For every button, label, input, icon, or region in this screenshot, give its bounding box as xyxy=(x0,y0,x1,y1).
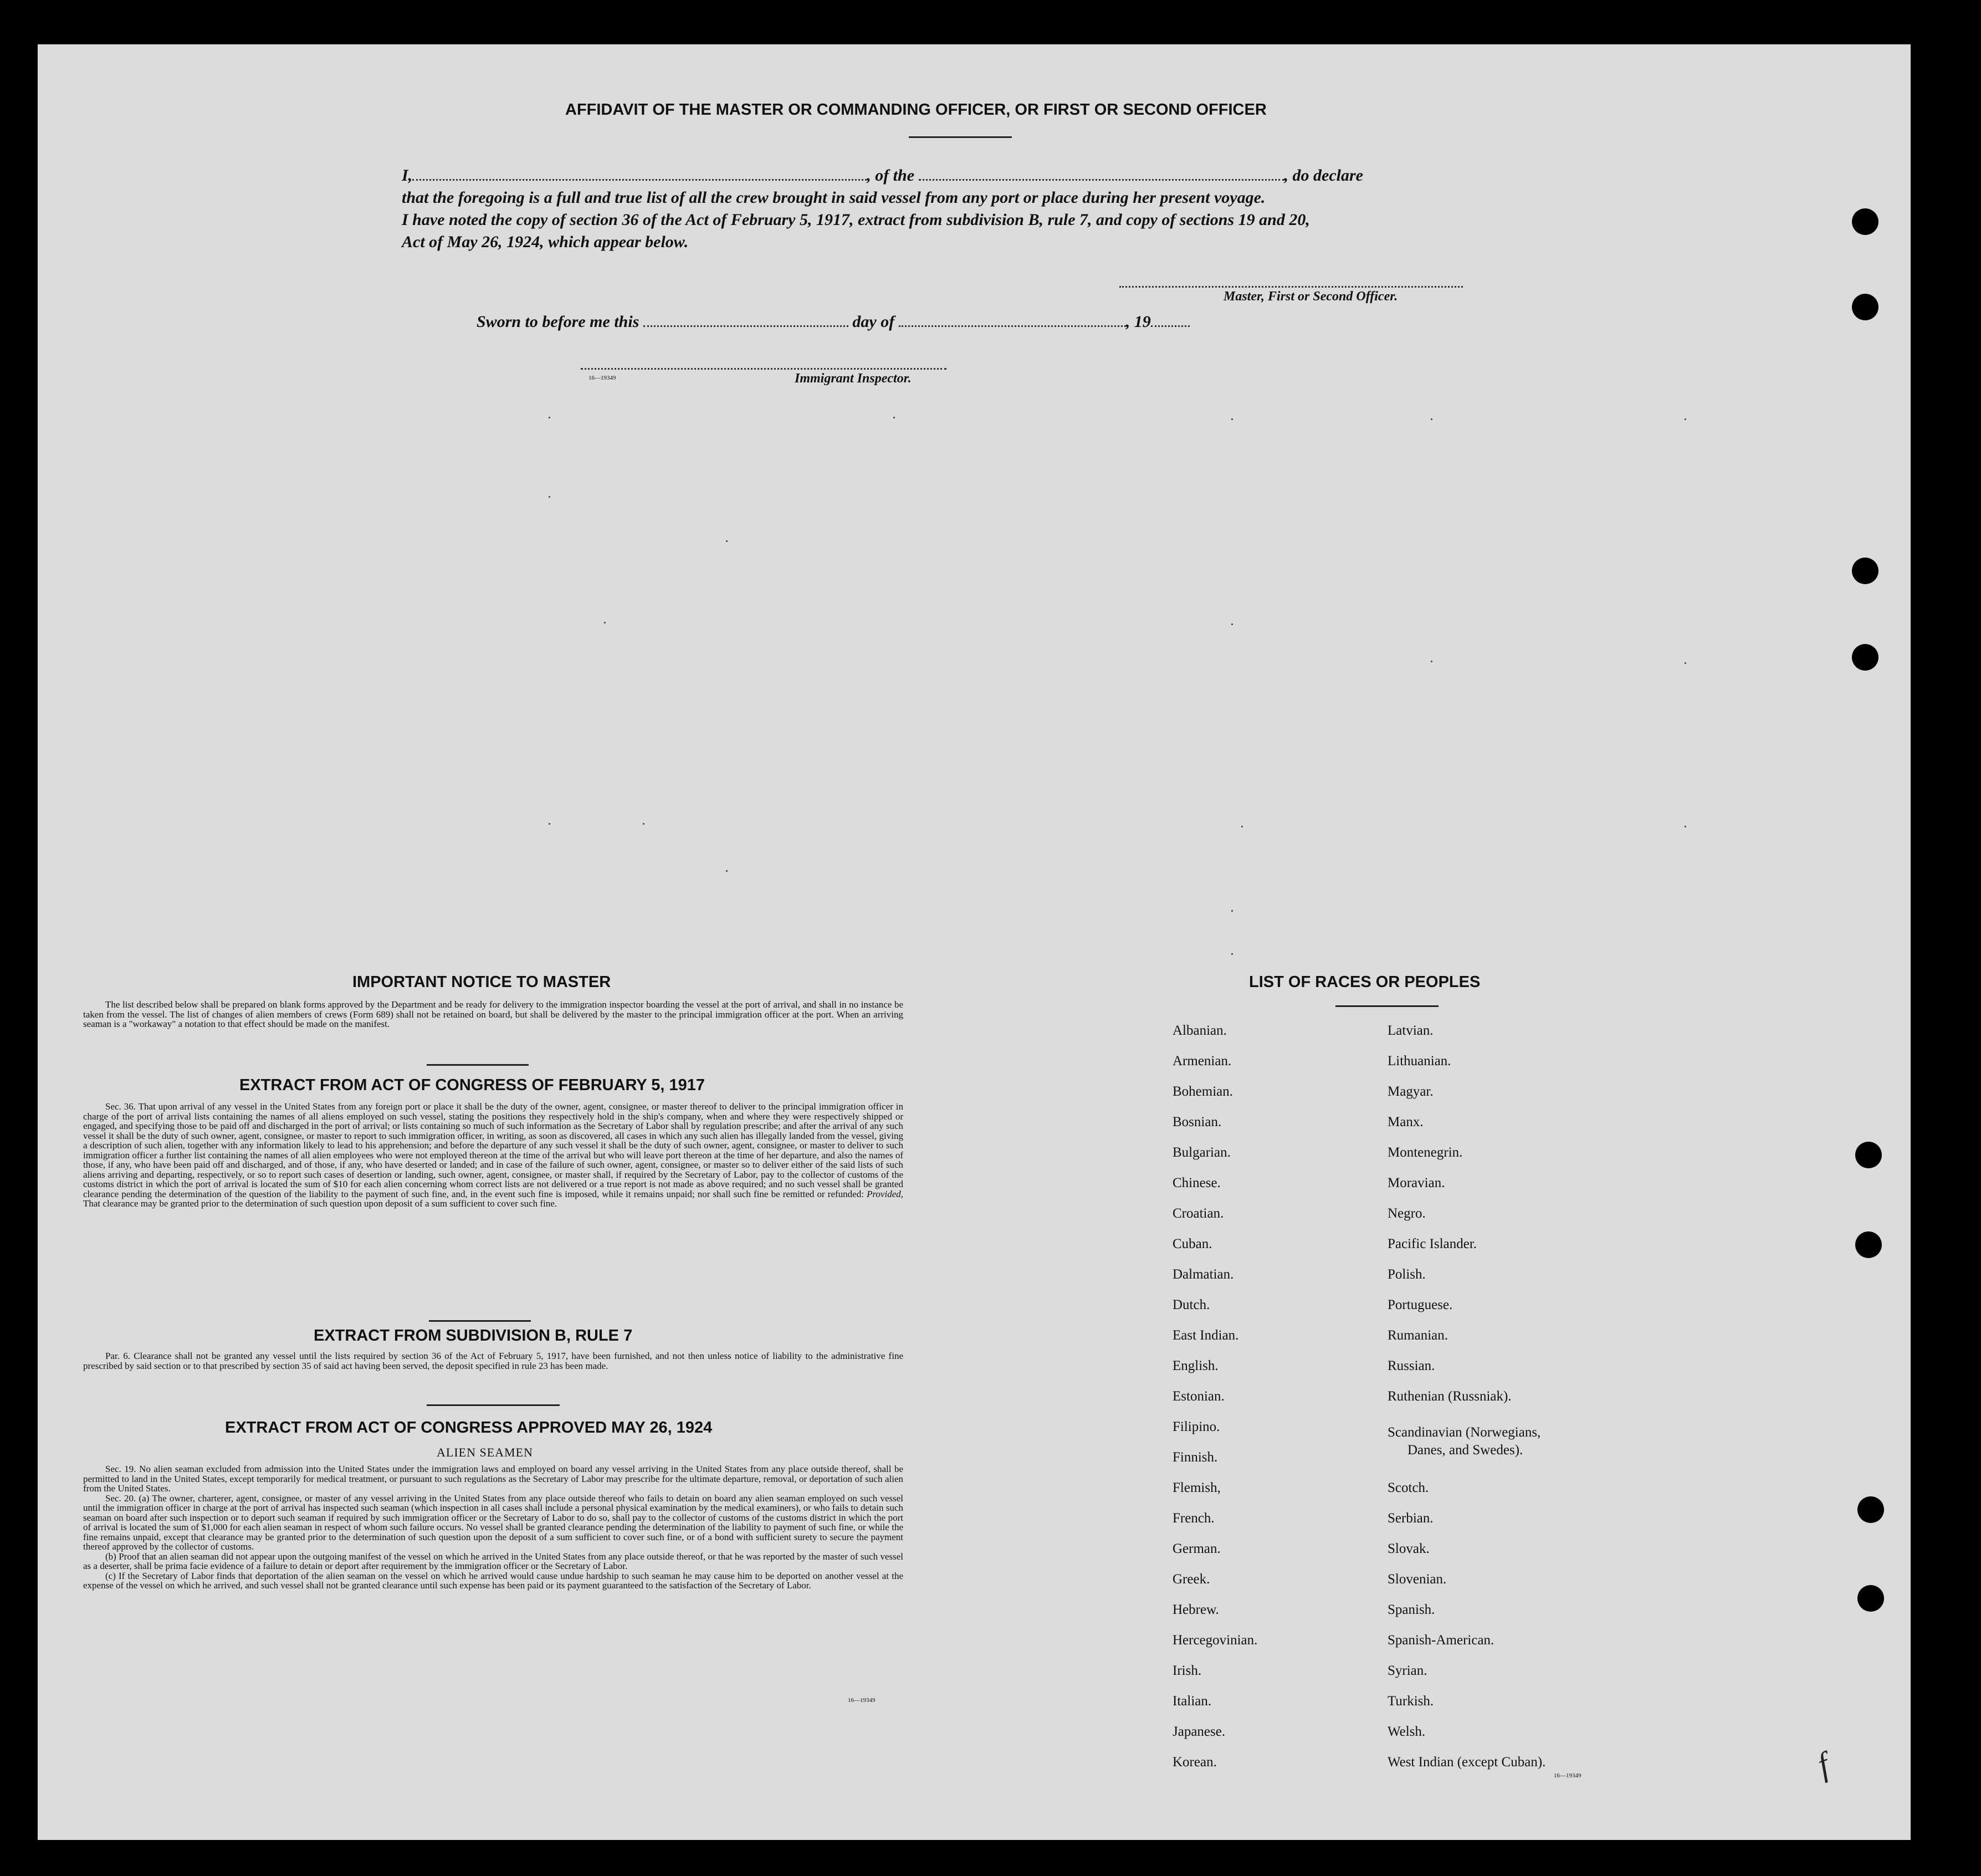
affidavit-line-1 xyxy=(402,166,1363,185)
races-title: LIST OF RACES OR PEOPLES xyxy=(1249,973,1481,991)
race-col1-item: Bulgarian. xyxy=(1173,1145,1231,1160)
extract-1924-title: EXTRACT FROM ACT OF CONGRESS APPROVED MAY 26, 1924 xyxy=(225,1419,713,1437)
sec20-label: Sec. 20. xyxy=(105,1492,136,1504)
race-col2-item: Spanish-American. xyxy=(1388,1633,1494,1648)
race-col2-item: Serbian. xyxy=(1388,1511,1434,1526)
extract-rule7-title: EXTRACT FROM SUBDIVISION B, RULE 7 xyxy=(314,1327,633,1345)
name-blank xyxy=(412,178,867,181)
extract-form-number: 16—19349 xyxy=(848,1697,876,1704)
speck xyxy=(1231,953,1233,955)
race-col1-item: Irish. xyxy=(1173,1663,1202,1678)
speck xyxy=(549,823,550,825)
speck xyxy=(1431,661,1432,662)
master-signature-line xyxy=(1119,286,1463,288)
punch-hole xyxy=(1852,294,1878,320)
speck xyxy=(1231,418,1233,420)
race-col1-item: Dutch. xyxy=(1173,1297,1210,1312)
race-col1-item: Croatian. xyxy=(1173,1206,1224,1221)
race-col2-item: Lithuanian. xyxy=(1388,1054,1451,1069)
speck xyxy=(643,823,644,825)
race-col1-item: Filipino. xyxy=(1173,1419,1220,1434)
speck xyxy=(1231,623,1233,625)
sec36-text: That upon arrival of any vessel in the United States from any foreign port or place it shall be the duty of the owner, agent, consignee, or master thereof to deliver to the principal immigration officer in charge of the port of arrival lists containing the names of all aliens employed on such vessel, stating the positions they respectively hold in the ship's company, when and where they were respectively shipped or engaged, and specifying those to be paid off and discharged in the port of arrival; or lists containing so much of such information as the Secretary of Labor shall by regulation prescribe; and after the arrival of any such vessel it shall be the duty of such owner, agent, consignee, or master to report to such immigration officer, in writing, as soon as discovered, all cases in which any such alien has illegally landed from the vessel, giving a description of such alien, together with any information likely to lead to his apprehension; and before the departure of any such vessel it shall be the duty of such owner, agent, consignee, or master to deliver to such immigration officer a further list containing the names of all alien employees who were not employed thereon at the time of the arrival but who will leave port thereon at the time of her departure, and also the names of those, if any, who have been paid off and discharged, and of those, if any, who have deserted or landed; and in case of the failure of such owner, agent, consignee, or master so to deliver either of the said lists of such aliens arriving and departing, respectively, or so to report such cases of desertion or landing, such owner, agent, consignee, or master shall, if required by the Secretary of Labor, pay to the collector of customs of the customs district in which the port of arrival is located the sum of $10 for each alien concerning whom correct lists are not delivered or a true report is not made as above required; and no such vessel shall be granted clearance pending the determination of the question of the liability to the payment of such fine, and, in the event such fine is imposed, while it remains unpaid; nor shall such fine be remitted or refunded: xyxy=(83,1101,903,1199)
punch-hole xyxy=(1852,208,1878,235)
margin-pencil-mark: f xyxy=(1813,1746,1834,1783)
punch-hole xyxy=(1857,1496,1884,1523)
race-col1-item: Armenian. xyxy=(1173,1054,1232,1069)
affidavit-line-4: Act of May 26, 1924, which appear below. xyxy=(402,233,689,251)
sec20a-text: (a) The owner, charterer, agent, consignee, or master of any vessel arriving in the United States from any place outside thereof who fails to detain on board any alien seaman employed on such vessel until the immigration officer in charge at the port of arrival has inspected such seaman (which inspection in all cases shall include a personal physical examination by the medical examiners), or who fails to detain such seaman on board after such inspection or to deport such seaman if required by such immigration officer or the Secretary of Labor to do so, shall pay to the collector of customs of the customs district in which the port of arrival is located the sum of $1,000 for each alien seaman in respect of whom such failure occurs. No vessel shall be granted clearance pending the determination of the liability to payment of such fine, or while the fine remains unpaid, except that clearance may be granted prior to the determination of such question upon the deposit of a sum sufficient to cover such fine, or of a bond with sufficient surety to secure the payment thereof approved by the collector of customs. xyxy=(83,1492,904,1552)
race-col2-item: Russian. xyxy=(1388,1358,1435,1373)
vessel-blank xyxy=(919,178,1284,181)
race-col1-item: Bosnian. xyxy=(1173,1115,1222,1129)
race-col1-item: Chinese. xyxy=(1173,1175,1221,1190)
speck xyxy=(1241,826,1243,827)
race-col1-item: Flemish, xyxy=(1173,1480,1221,1495)
races-form-number: 16—19349 xyxy=(1554,1772,1581,1779)
race-col2-item: Magyar. xyxy=(1388,1084,1434,1099)
sec19-label: Sec. 19. xyxy=(105,1464,136,1474)
race-col2-item: Spanish. xyxy=(1388,1602,1435,1617)
sworn-prefix: Sworn to before me this xyxy=(477,313,639,331)
sec19-paragraph xyxy=(83,1464,903,1494)
speck xyxy=(549,417,550,418)
affidavit-declare: , do declare xyxy=(1284,166,1363,185)
sec20b-paragraph: (b) Proof that an alien seaman did not appear upon the outgoing manifest of the vessel on which he arrived in the United States from any place outside thereof, or that he was reported by the master of such vessel as a deserter, shall be prima facie evidence of a failure to detain or deport after requirement by the immigration officer or the Secretary of Labor. xyxy=(83,1551,903,1571)
extract-1924-text xyxy=(83,1464,903,1591)
speck xyxy=(1685,418,1686,420)
race-col1-item: Albanian. xyxy=(1173,1023,1227,1038)
master-signature-label: Master, First or Second Officer. xyxy=(1224,289,1398,304)
race-col2-item: Latvian. xyxy=(1388,1023,1434,1038)
race-col1-item: Greek. xyxy=(1173,1572,1210,1587)
divider xyxy=(427,1404,560,1406)
speck xyxy=(1431,418,1432,420)
punch-hole xyxy=(1857,1585,1884,1612)
race-col1-item: Dalmatian. xyxy=(1173,1267,1234,1282)
race-col2-item: Welsh. xyxy=(1388,1724,1426,1739)
race-col1-item: Japanese. xyxy=(1173,1724,1226,1739)
speck xyxy=(549,496,550,498)
divider xyxy=(429,1320,531,1322)
divider xyxy=(1335,1005,1439,1007)
race-col2-item: Slovenian. xyxy=(1388,1572,1447,1587)
race-col2-item: Slovak. xyxy=(1388,1541,1430,1556)
inspector-signature-line xyxy=(581,368,946,370)
affidavit-of-the: , of the xyxy=(867,166,915,185)
year-prefix: , 19 xyxy=(1125,313,1151,331)
race-col1-item: Italian. xyxy=(1173,1694,1212,1709)
race-col1-item: East Indian. xyxy=(1173,1328,1239,1343)
punch-hole xyxy=(1855,1142,1882,1168)
race-col1-item: Finnish. xyxy=(1173,1450,1218,1465)
extract-1917-text xyxy=(83,1102,903,1209)
race-col2-item: Portuguese. xyxy=(1388,1297,1453,1312)
provided-text: That clearance may be granted prior to the determination of such question upon deposit of a sum sufficient to cover such fine. xyxy=(83,1198,557,1209)
extract-rule7-text xyxy=(83,1351,903,1371)
race-col2-item: Manx. xyxy=(1388,1115,1424,1129)
speck xyxy=(726,540,728,542)
race-col1-item: Cuban. xyxy=(1173,1236,1212,1251)
punch-hole xyxy=(1855,1231,1882,1258)
rule7-paragraph: Par. 6. Clearance shall not be granted any vessel until the lists required by section 36 of the Act of February 5, 1917, have been furnished, and not then unless notice of liability to the administrative fine prescribed by said section or to that prescribed by section 35 of said act having been served, the deposit specified in rule 23 has been made. xyxy=(83,1351,903,1371)
race-col1-item: English. xyxy=(1173,1358,1219,1373)
extract-1917-title: EXTRACT FROM ACT OF CONGRESS OF FEBRUARY 5, 1917 xyxy=(239,1076,705,1094)
sec36-label: Sec. 36. xyxy=(105,1101,136,1112)
year-blank xyxy=(1151,325,1190,327)
divider xyxy=(909,136,1012,138)
race-col1-item: Estonian. xyxy=(1173,1389,1225,1404)
affidavit-title: AFFIDAVIT OF THE MASTER OR COMMANDING OFFICER, OR FIRST OR SECOND OFFICER xyxy=(565,101,1267,119)
race-col2-item: Syrian. xyxy=(1388,1663,1427,1678)
race-col1-item: Hercegovinian. xyxy=(1173,1633,1258,1648)
divider xyxy=(427,1064,529,1066)
race-col2-item: Ruthenian (Russniak). xyxy=(1388,1389,1512,1404)
speck xyxy=(1685,662,1686,664)
sworn-day-blank xyxy=(643,325,848,327)
affidavit-form-number: 16—19349 xyxy=(588,375,616,381)
speck xyxy=(726,870,728,872)
sworn-line xyxy=(477,313,1190,331)
race-col2-item: Montenegrin. xyxy=(1388,1145,1463,1160)
sworn-month-blank xyxy=(899,325,1126,327)
race-col2-item: West Indian (except Cuban). xyxy=(1388,1755,1546,1770)
race-col2-item: Turkish. xyxy=(1388,1694,1434,1709)
race-col2-item: Rumanian. xyxy=(1388,1328,1448,1343)
race-col2-item: Scandinavian (Norwegians, xyxy=(1388,1425,1541,1440)
race-col2-item: Moravian. xyxy=(1388,1175,1445,1190)
race-col1-item: Bohemian. xyxy=(1173,1084,1233,1099)
punch-hole xyxy=(1852,644,1878,671)
punch-hole xyxy=(1852,558,1878,584)
inspector-label: Immigrant Inspector. xyxy=(795,371,912,386)
race-col2-item: Polish. xyxy=(1388,1267,1426,1282)
sec20a-paragraph xyxy=(83,1494,903,1552)
provided-label: Provided, xyxy=(867,1188,903,1199)
sec20c-paragraph: (c) If the Secretary of Labor finds that deportation of the alien seaman on the vessel on which he arrived would cause undue hardship to such seaman he may cause him to be deported on another vessel at the expense of the vessel on which he arrived, and such vessel shall not be granted clearance until such expense has been paid or its payment guaranteed to the satisfaction of the Secretary of Labor. xyxy=(83,1570,903,1591)
race-col2-item: Negro. xyxy=(1388,1206,1426,1221)
affidavit-i: I, xyxy=(402,166,413,185)
notice-paragraph: The list described below shall be prepared on blank forms approved by the Department and be ready for delivery to the immigration inspector boarding the vessel at the port of arrival, and shall in no instance be taken from the vessel. The list of changes of alien members of crews (Form 689) shall not be retained on board, but shall be delivered by the master to the principal immigration officer at the port. When an arriving seaman is a "workaway" a notation to that effect should be made on the manifest. xyxy=(83,999,903,1029)
race-col1-item: French. xyxy=(1173,1511,1215,1526)
notice-title: IMPORTANT NOTICE TO MASTER xyxy=(352,973,611,991)
alien-seamen-subtitle: ALIEN SEAMEN xyxy=(437,1445,533,1459)
race-col2-item: Danes, and Swedes). xyxy=(1407,1443,1523,1458)
speck xyxy=(893,417,895,418)
speck xyxy=(1685,826,1686,827)
race-col2-item: Scotch. xyxy=(1388,1480,1429,1495)
race-col2-item: Pacific Islander. xyxy=(1388,1236,1477,1251)
speck xyxy=(604,622,606,623)
race-col1-item: Hebrew. xyxy=(1173,1602,1219,1617)
sec36-paragraph xyxy=(83,1102,903,1209)
race-col1-item: Korean. xyxy=(1173,1755,1217,1770)
affidavit-line-3: I have noted the copy of section 36 of the Act of February 5, 1917, extract from subdivision B, rule 7, and copy of sections 19 and 20, xyxy=(402,211,1310,229)
speck xyxy=(1231,910,1233,912)
day-of-label: day of xyxy=(852,313,895,331)
race-col1-item: German. xyxy=(1173,1541,1221,1556)
sec19-text: No alien seaman excluded from admission into the United States under the immigration laws and employed on board any vessel arriving in the United States from any place outside thereof, shall be permitted to land in the United States, except temporarily for medical treatment, or pursuant to such regulations as the Secretary of Labor may prescribe for the ultimate departure, removal, or deportation of such alien from the United States. xyxy=(83,1464,904,1494)
affidavit-line-2: that the foregoing is a full and true list of all the crew brought in said vessel from any port or place during her present voyage. xyxy=(402,188,1266,207)
notice-text xyxy=(83,1000,903,1029)
